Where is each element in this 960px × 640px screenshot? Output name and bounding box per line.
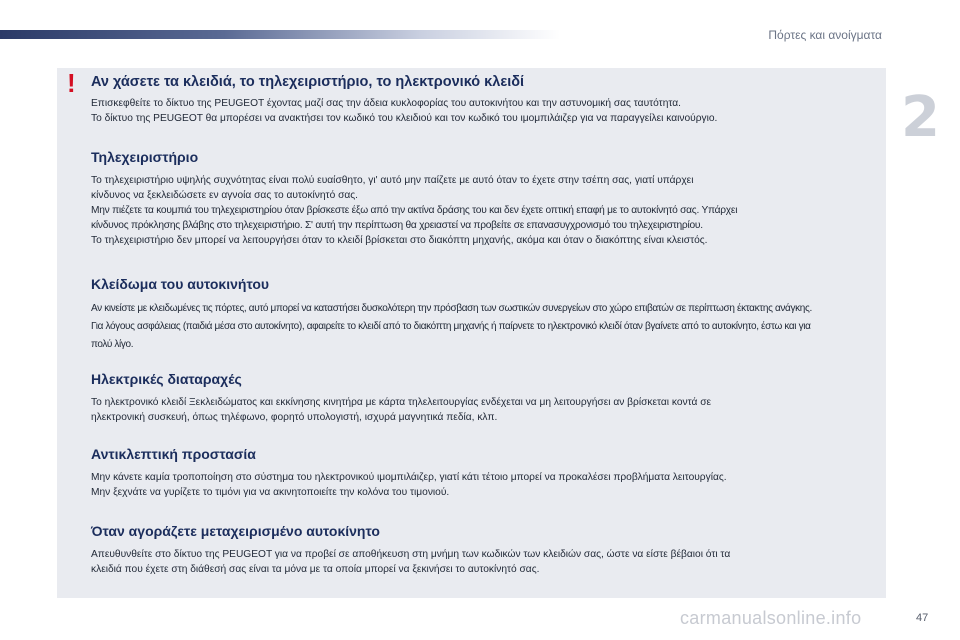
page-number: 47: [916, 612, 929, 624]
remote-line-2: κίνδυνος να ξεκλειδώσετε εν αγνοία σας το αυτοκίνητό σας.: [91, 190, 358, 201]
lost-keys-line-2: Το δίκτυο της PEUGEOT θα μπορέσει να ανακτήσει τον κωδικό του κλειδιού και τον κωδικό του ιμομπιλάιζερ για να παραγγείλει καινούργιο.: [91, 113, 718, 124]
locking-line-1: Αν κινείστε με κλειδωμένες τις πόρτες, αυτό μπορεί να καταστήσει δυσκολότερη την πρόσβαση των σωστικών συνεργείων στο χώρο επιβατών σε περίπτωση έκτακτης ανάγκης.: [91, 303, 812, 314]
used-car-line-1: Απευθυνθείτε στο δίκτυο της PEUGEOT για να προβεί σε αποθήκευση στη μνήμη των κωδικών των κλειδιών σας, ώστε να είστε βέβαιοι ότι τα: [91, 549, 731, 560]
used-car-title: Όταν αγοράζετε μεταχειρισμένο αυτοκίνητο: [91, 523, 380, 539]
remote-line-1: Το τηλεχειριστήριο υψηλής συχνότητας είναι πολύ ευαίσθητο, γι' αυτό μην παίζετε με αυτό όταν το έχετε στην τσέπη σας, γιατί υπάρχει: [91, 175, 694, 186]
interference-line-1: Το ηλεκτρονικό κλειδί Ξεκλειδώματος και εκκίνησης κινητήρα με κάρτα τηλελειτουργίας ενδέχεται να μη λειτουργήσει αν βρίσκεται κοντά σε: [91, 397, 712, 408]
lost-keys-section: [91, 74, 881, 126]
used-car-line-2: κλειδιά που έχετε στη διάθεσή σας είναι τα μόνα με τα οποία μπορεί να ξεκινήσει το αυτοκίνητό σας.: [91, 564, 540, 575]
lost-keys-title: Αν χάσετε τα κλειδιά, το τηλεχειριστήριο, το ηλεκτρονικό κλειδί: [91, 74, 525, 90]
locking-section: [91, 276, 881, 354]
chapter-number: 2: [901, 85, 940, 150]
exclamation-icon: !: [67, 68, 76, 98]
remote-line-5: Το τηλεχειριστήριο δεν μπορεί να λειτουργήσει όταν το κλειδί βρίσκεται στο διακόπτη μηχανής, ακόμα και όταν ο διακόπτης είναι κλειστός.: [91, 235, 708, 246]
lost-keys-line-1: Επισκεφθείτε το δίκτυο της PEUGEOT έχοντας μαζί σας την άδεια κυκλοφορίας του αυτοκινήτου και την αστυνομική σας ταυτότητα.: [91, 98, 681, 109]
used-car-section: [91, 523, 881, 577]
remote-section: [91, 149, 881, 248]
antitheft-title: Αντικλεπτική προστασία: [91, 446, 256, 462]
remote-line-4: κίνδυνος πρόκλησης βλάβης στο τηλεχειριστήριο. Σ' αυτή την περίπτωση θα χρειαστεί να προβείτε σε επανασυγχρονισμό του τηλεχειριστηρίου.: [91, 220, 703, 231]
chapter-title: Πόρτες και ανοίγματα: [768, 28, 882, 42]
watermark: carmanualsonline.info: [680, 608, 862, 628]
antitheft-line-1: Μην κάνετε καμία τροποποίηση στο σύστημα του ηλεκτρονικού ιμομπιλάιζερ, γιατί κάτι τέτοιο μπορεί να προκαλέσει προβλήματα λειτουργίας.: [91, 472, 727, 483]
locking-title: Κλείδωμα του αυτοκινήτου: [91, 276, 270, 292]
interference-section: [91, 371, 881, 425]
antitheft-line-2: Μην ξεχνάτε να γυρίζετε το τιμόνι για να ακινητοποιείτε την κολόνα του τιμονιού.: [91, 487, 450, 498]
locking-line-2: Για λόγους ασφάλειας (παιδιά μέσα στο αυτοκίνητο), αφαιρείτε το κλειδί από το διακόπτη μηχανής ή παίρνετε το ηλεκτρονικό κλειδί όταν βγαίνετε από το αυτοκίνητο, έστω και για: [91, 321, 811, 332]
antitheft-section: [91, 446, 881, 500]
locking-line-3: πολύ λίγο.: [91, 339, 134, 350]
remote-line-3: Μην πιέζετε τα κουμπιά του τηλεχειριστηρίου όταν βρίσκεστε έξω από την ακτίνα δράσης του και δεν έχετε οπτική επαφή με το αυτοκίνητό σας. Υπάρχει: [91, 205, 738, 216]
interference-line-2: ηλεκτρονική συσκευή, όπως τηλέφωνο, φορητό υπολογιστή, ισχυρά μαγνητικά πεδία, κλπ.: [91, 412, 498, 423]
interference-title: Ηλεκτρικές διαταραχές: [91, 371, 242, 387]
header-decorative-bar: [0, 30, 560, 39]
remote-title: Τηλεχειριστήριο: [91, 149, 199, 165]
